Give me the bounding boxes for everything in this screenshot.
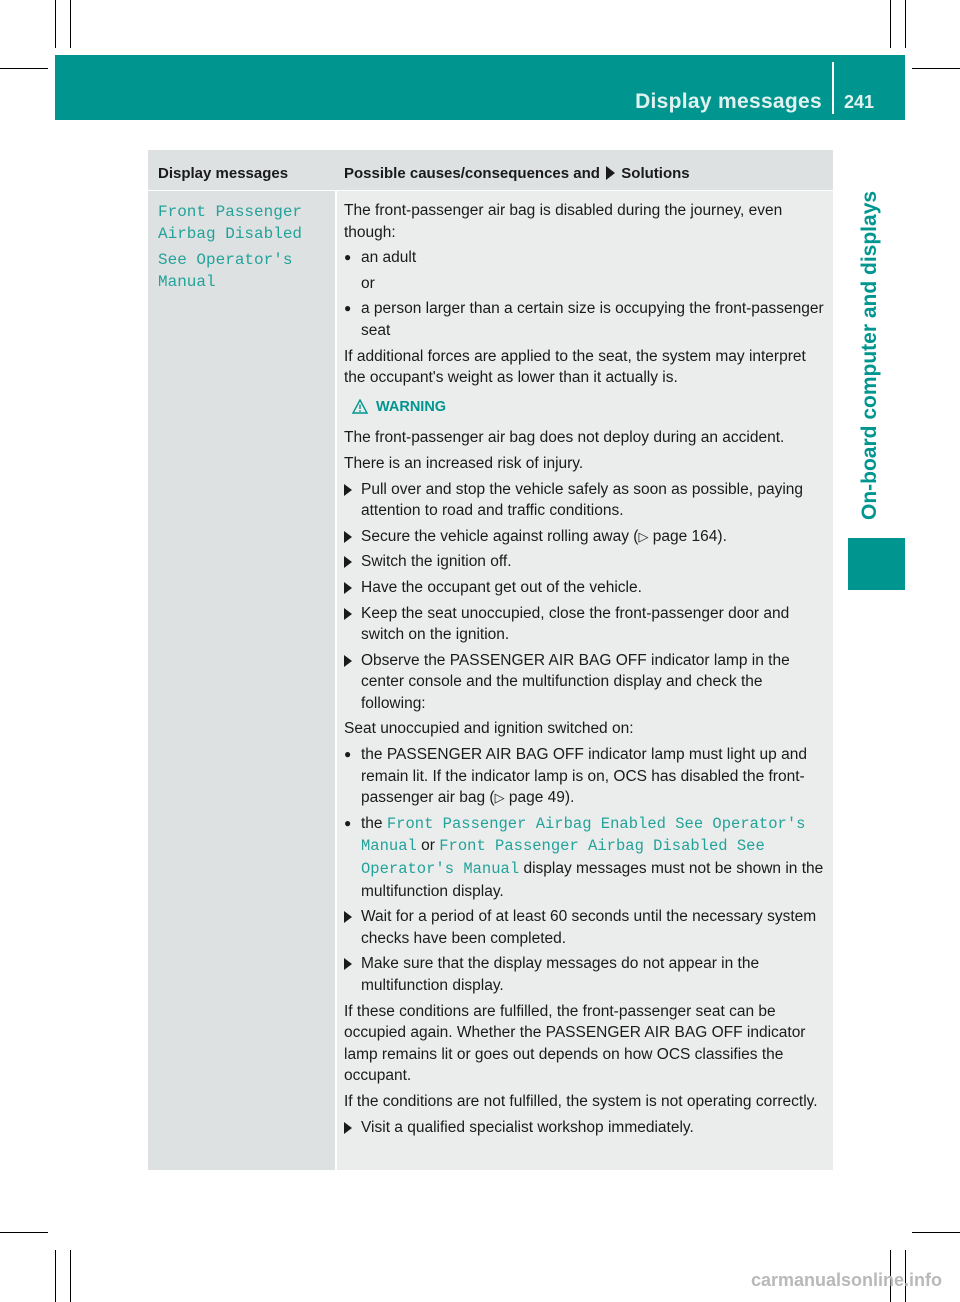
page-ref-icon: ▷ xyxy=(494,790,505,806)
page-title: Display messages xyxy=(635,90,822,113)
crop-mark xyxy=(912,1232,960,1233)
crop-mark xyxy=(890,0,891,48)
step-item: Pull over and stop the vehicle safely as soon as possible, paying attention to road and traffic conditions. xyxy=(344,479,830,522)
column-header-causes-solutions: Possible causes/consequences and Solutions xyxy=(344,165,690,182)
list-item: ● a person larger than a certain size is occupying the front-passenger seat xyxy=(344,300,824,339)
step-arrow-icon xyxy=(344,911,352,923)
crop-mark xyxy=(0,68,48,69)
warning-text: There is an increased risk of injury. xyxy=(344,454,584,472)
intro-text: The front-passenger air bag is disabled during the journey, even though: xyxy=(344,202,783,241)
warning-triangle-icon xyxy=(352,399,368,422)
crop-mark xyxy=(55,0,56,48)
warning-heading: WARNING xyxy=(352,397,830,422)
step-arrow-icon xyxy=(344,531,352,543)
display-message-text: Front Passenger Airbag Disabled See Operator's Manual xyxy=(361,837,765,879)
additional-text: If additional forces are applied to the seat, the system may interpret the occupant's weight as lower than it actually is. xyxy=(344,347,806,387)
watermark: carmanualsonline.info xyxy=(750,1270,942,1290)
step-item: Observe the PASSENGER AIR BAG OFF indicator lamp in the center console and the multifunction display and check the following: xyxy=(344,650,830,715)
solution-arrow-icon xyxy=(606,166,615,180)
step-arrow-icon xyxy=(344,655,352,667)
step-arrow-icon xyxy=(344,556,352,568)
step-arrow-icon xyxy=(344,608,352,620)
display-messages-table xyxy=(148,150,833,1170)
page-reference-link[interactable]: page 164 xyxy=(652,527,718,545)
display-message-text: Front Passenger Airbag Enabled See Operator's Manual xyxy=(361,814,806,856)
step-item: Switch the ignition off. xyxy=(344,551,830,573)
crop-mark xyxy=(70,0,71,48)
bullet-icon: ● xyxy=(344,301,352,316)
crop-mark xyxy=(55,1250,56,1302)
seat-unoccupied-text: Seat unoccupied and ignition switched on: xyxy=(344,720,634,738)
message-line: Front Passenger xyxy=(158,203,303,221)
message-cell xyxy=(148,191,335,1170)
section-marker-block xyxy=(848,538,905,590)
list-item: ● an adult xyxy=(344,247,830,269)
message-line: See Operator's xyxy=(158,251,293,269)
step-arrow-icon xyxy=(344,484,352,496)
or-text: or xyxy=(361,274,375,292)
message-line: Airbag Disabled xyxy=(158,225,303,243)
section-label: On-board computer and displays xyxy=(858,190,881,520)
header-divider xyxy=(832,62,834,114)
step-item: Make sure that the display messages do not appear in the multifunction display. xyxy=(344,953,830,996)
page-ref-icon: ▷ xyxy=(638,528,649,544)
crop-mark xyxy=(905,0,906,48)
warning-text: The front-passenger air bag does not deploy during an accident. xyxy=(344,429,785,447)
column-header-display-messages: Display messages xyxy=(158,165,289,182)
step-item: Wait for a period of at least 60 seconds until the necessary system checks have been completed. xyxy=(344,906,830,949)
step-item: Secure the vehicle against rolling away (▷ page 164). xyxy=(344,526,830,548)
page-number: 241 xyxy=(844,92,875,112)
fulfilled-text: If these conditions are fulfilled, the front-passenger seat can be occupied again. Whether the PASSENGER AIR BAG OFF indicator lamp remains lit or goes out depends on how OCS classifies the occupant. xyxy=(344,1002,806,1085)
step-arrow-icon xyxy=(344,1122,352,1134)
table-header-row xyxy=(148,150,833,190)
message-line: Manual xyxy=(158,273,216,291)
bullet-icon: ● xyxy=(344,250,352,265)
step-item: Visit a qualified specialist workshop immediately. xyxy=(344,1117,830,1139)
crop-mark xyxy=(912,68,960,69)
step-arrow-icon xyxy=(344,958,352,970)
page-reference-link[interactable]: page 49 xyxy=(508,789,565,807)
step-item: Have the occupant get out of the vehicle. xyxy=(344,577,830,599)
causes-cell xyxy=(337,191,833,1170)
not-fulfilled-text: If the conditions are not fulfilled, the system is not operating correctly. xyxy=(344,1092,818,1110)
list-item: ● the Front Passenger Airbag Enabled See Operator's Manual or Front Passenger Airbag Disabled See Operator's Manual display messages must not be shown in the multifunction display. xyxy=(344,814,824,900)
bullet-icon: ● xyxy=(344,747,352,762)
crop-mark xyxy=(0,1232,48,1233)
crop-mark xyxy=(70,1250,71,1302)
list-item: ● the PASSENGER AIR BAG OFF indicator lamp must light up and remain lit. If the indicator lamp is on, OCS has disabled the front-passenger air bag (▷ page 49). xyxy=(344,746,807,807)
step-item: Keep the seat unoccupied, close the front-passenger door and switch on the ignition. xyxy=(344,603,830,646)
step-arrow-icon xyxy=(344,582,352,594)
bullet-icon: ● xyxy=(344,815,352,830)
